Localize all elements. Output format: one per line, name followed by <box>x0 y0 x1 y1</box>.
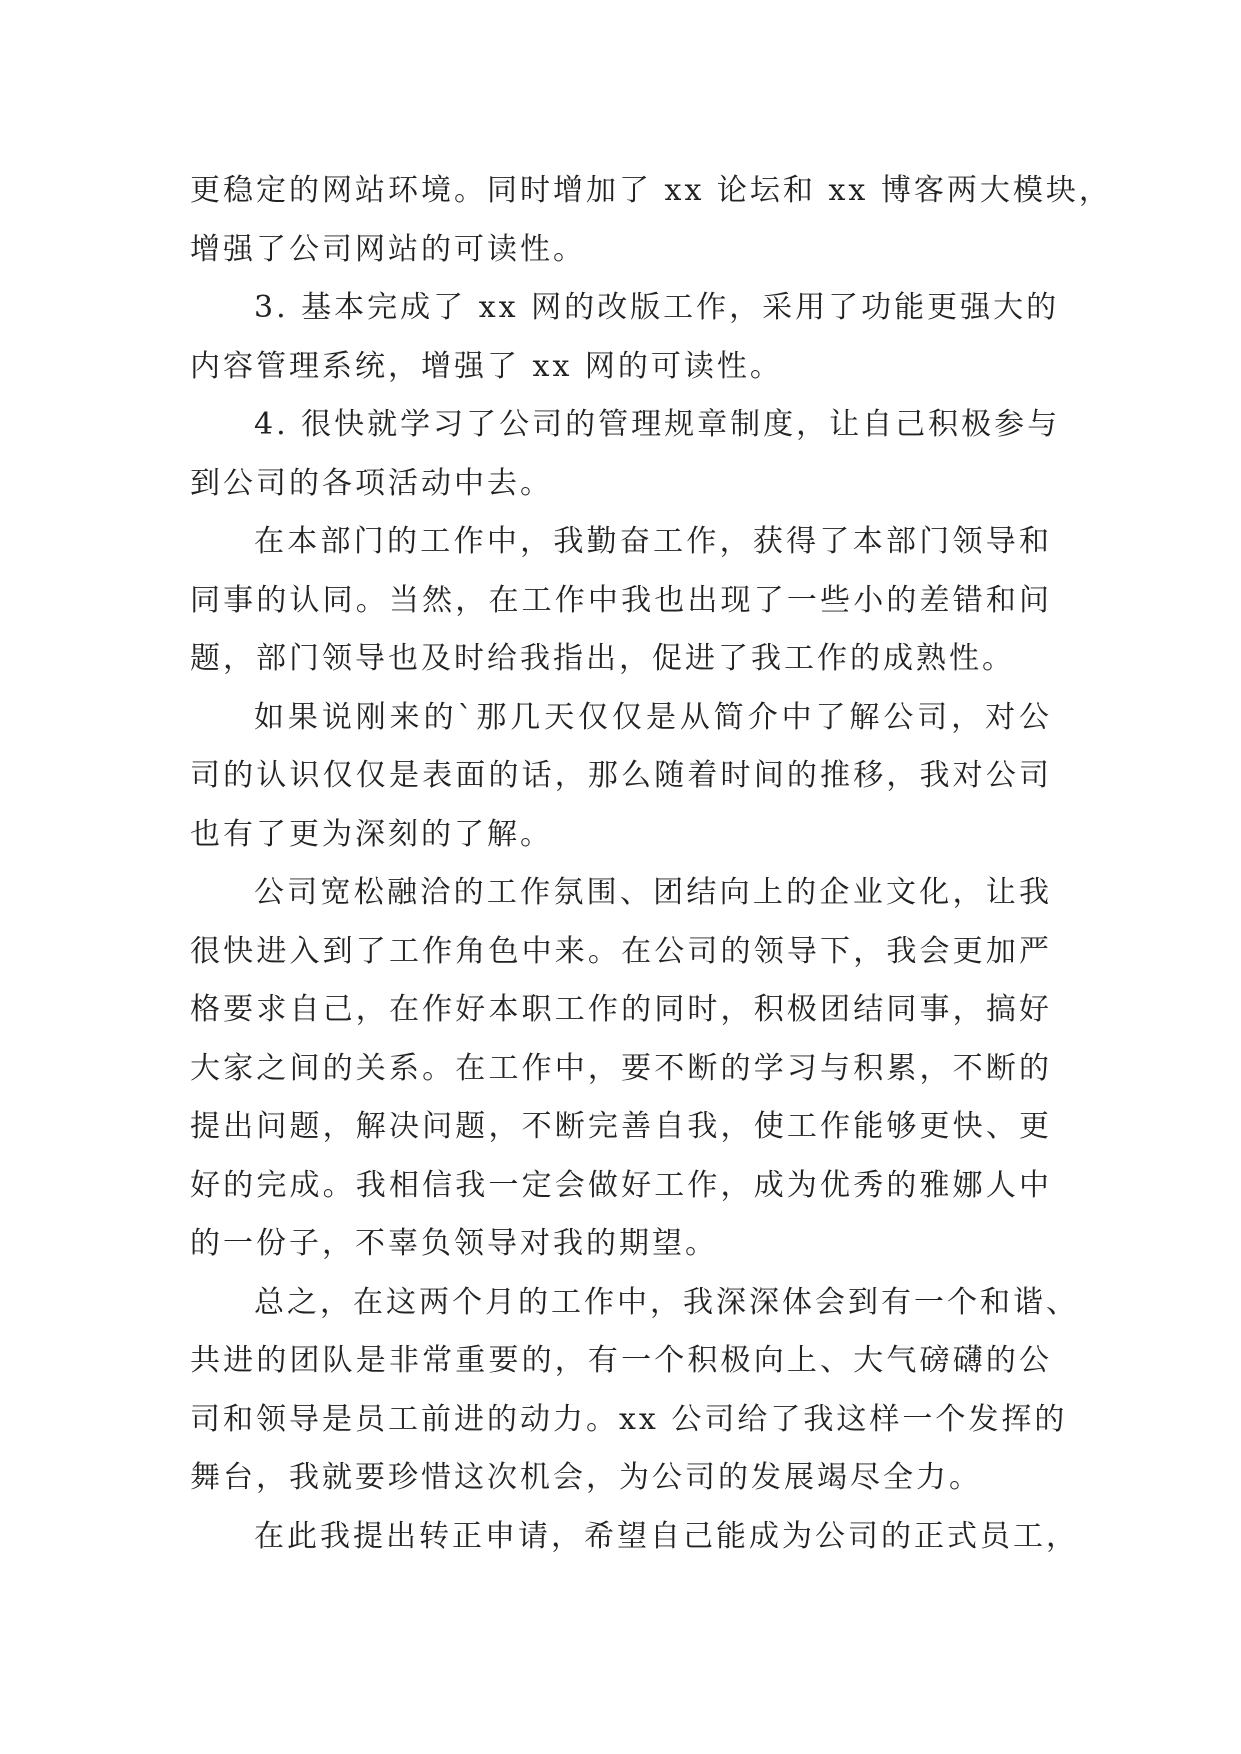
text-line: 如果说刚来的`那几天仅仅是从简介中了解公司，对公 <box>254 699 1052 735</box>
paragraph <box>190 1274 1079 1508</box>
text-line: 在此我提出转正申请，希望自己能成为公司的正式员工， <box>254 1518 1079 1554</box>
paragraph <box>190 689 1052 865</box>
text-line: 增强了公司网站的可读性。 <box>190 231 586 267</box>
text-line: 很快进入到了工作角色中来。在公司的领导下，我会更加严 <box>190 933 1052 969</box>
text-line: 大家之间的关系。在工作中，要不断的学习与积累，不断的 <box>190 1050 1052 1086</box>
text-line: 内容管理系统，增强了 xx 网的可读性。 <box>190 348 783 384</box>
text-line: 在本部门的工作中，我勤奋工作，获得了本部门领导和 <box>254 524 1052 559</box>
text-line: 更稳定的网站环境。同时增加了 xx 论坛和 xx 博客两大模块， <box>190 173 1112 208</box>
text-line: 总之，在这两个月的工作中，我深深体会到有一个和谐、 <box>254 1284 1079 1320</box>
text-line: 舞台，我就要珍惜这次机会，为公司的发展竭尽全力。 <box>190 1460 982 1495</box>
paragraph <box>190 162 1112 279</box>
text-line: 共进的团队是非常重要的，有一个积极向上、大气磅礴的公 <box>190 1343 1052 1378</box>
text-line: 题，部门领导也及时给我指出，促进了我工作的成熟性。 <box>190 641 1015 676</box>
paragraph <box>190 864 1052 1274</box>
paragraph <box>190 1508 1079 1567</box>
text-line: 格要求自己，在作好本职工作的同时，积极团结同事，搞好 <box>190 992 1052 1027</box>
text-line: 4. 很快就学习了公司的管理规章制度，让自己积极参与 <box>254 407 1061 442</box>
paragraph <box>190 396 1061 513</box>
text-line: 到公司的各项活动中去。 <box>190 465 553 501</box>
text-line: 公司宽松融洽的工作氛围、团结向上的企业文化，让我 <box>254 875 1052 910</box>
text-line: 提出问题，解决问题，不断完善自我，使工作能够更快、更 <box>190 1109 1052 1144</box>
text-line: 的一份子，不辜负领导对我的期望。 <box>190 1226 718 1261</box>
text-line: 也有了更为深刻的了解。 <box>190 816 553 852</box>
text-line: 司和领导是员工前进的动力。xx 公司给了我这样一个发挥的 <box>190 1401 1068 1437</box>
document-body <box>190 162 1112 1566</box>
text-line: 同事的认同。当然，在工作中我也出现了一些小的差错和问 <box>190 582 1052 618</box>
paragraph <box>190 513 1052 689</box>
text-line: 好的完成。我相信我一定会做好工作，成为优秀的雅娜人中 <box>190 1167 1052 1203</box>
text-line: 司的认识仅仅是表面的话，那么随着时间的推移，我对公司 <box>190 758 1052 793</box>
paragraph <box>190 279 1060 396</box>
text-line: 3. 基本完成了 xx 网的改版工作，采用了功能更强大的 <box>254 290 1060 325</box>
